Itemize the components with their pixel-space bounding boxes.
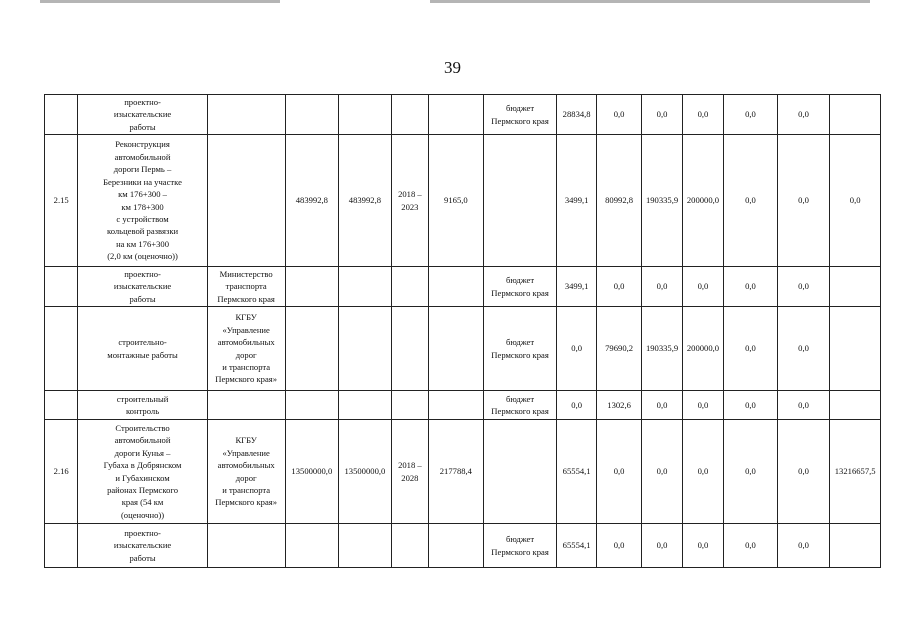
cell-name: проектно- изыскательские работы: [78, 267, 207, 307]
cell-y7: [830, 267, 881, 307]
cell-period: [391, 524, 428, 568]
cell-y1: 3499,1: [557, 267, 596, 307]
cell-y6: 0,0: [777, 307, 830, 391]
cell-y3: 0,0: [642, 391, 682, 420]
cell-source: бюджет Пермского края: [483, 95, 557, 135]
cell-total-cost: 13500000,0: [285, 420, 339, 524]
cell-y6: 0,0: [777, 267, 830, 307]
cell-y4: 200000,0: [682, 135, 723, 267]
cell-spent: [429, 391, 484, 420]
cell-y5: 0,0: [724, 524, 778, 568]
cell-y1: 0,0: [557, 391, 596, 420]
cell-y5: 0,0: [724, 95, 778, 135]
cell-y1: 3499,1: [557, 135, 596, 267]
table-row: [45, 307, 881, 391]
cell-name: проектно- изыскательские работы: [78, 524, 207, 568]
table-row: [45, 524, 881, 568]
cell-total-cost: [285, 524, 339, 568]
cell-spent: [429, 307, 484, 391]
cell-name: проектно- изыскательские работы: [78, 95, 207, 135]
cell-name: Строительство автомобильной дороги Кунья – Губаха в Добрянском и Губахинском районах Пермского края (54 км (оценочно)): [78, 420, 207, 524]
cell-y5: 0,0: [724, 307, 778, 391]
page-number: 39: [444, 58, 461, 77]
cell-source: [483, 420, 557, 524]
cell-period: 2018 – 2028: [391, 420, 428, 524]
cell-y2: 0,0: [596, 524, 641, 568]
cell-total-cost: [285, 95, 339, 135]
table-row: [45, 420, 881, 524]
cell-y5: 0,0: [724, 391, 778, 420]
cell-y3: 0,0: [642, 267, 682, 307]
cell-y7: [830, 391, 881, 420]
cell-executor: КГБУ «Управление автомобильных дорог и транспорта Пермского края»: [207, 420, 285, 524]
cell-y4: 0,0: [682, 95, 723, 135]
cell-executor: [207, 135, 285, 267]
cell-index: 2.15: [45, 135, 78, 267]
cell-executor: КГБУ «Управление автомобильных дорог и транспорта Пермского края»: [207, 307, 285, 391]
cell-y5: 0,0: [724, 420, 778, 524]
cell-y4: 200000,0: [682, 307, 723, 391]
cell-y3: 0,0: [642, 95, 682, 135]
table-row: [45, 135, 881, 267]
cell-y7: 13216657,5: [830, 420, 881, 524]
cell-y7: [830, 524, 881, 568]
cell-total-cost: 483992,8: [285, 135, 339, 267]
cell-index: [45, 267, 78, 307]
cell-executor: [207, 391, 285, 420]
cell-y4: 0,0: [682, 420, 723, 524]
cell-y6: 0,0: [777, 524, 830, 568]
cell-y1: 28834,8: [557, 95, 596, 135]
table-row: [45, 267, 881, 307]
cell-total-cost: [285, 267, 339, 307]
cell-index: [45, 95, 78, 135]
cell-period: [391, 307, 428, 391]
cell-source: бюджет Пермского края: [483, 524, 557, 568]
cell-y7: [830, 95, 881, 135]
cell-estimated-cost: [339, 307, 392, 391]
cell-total-cost: [285, 391, 339, 420]
cell-estimated-cost: 483992,8: [339, 135, 392, 267]
cell-y7: [830, 307, 881, 391]
cell-executor: [207, 95, 285, 135]
cell-y2: 0,0: [596, 267, 641, 307]
table-row: [45, 95, 881, 135]
cell-source: бюджет Пермского края: [483, 307, 557, 391]
cell-estimated-cost: [339, 524, 392, 568]
cell-spent: [429, 267, 484, 307]
scan-edge-left: [40, 0, 280, 3]
cell-estimated-cost: 13500000,0: [339, 420, 392, 524]
cell-spent: [429, 95, 484, 135]
cell-y1: 65554,1: [557, 420, 596, 524]
cell-executor: [207, 524, 285, 568]
cell-source: [483, 135, 557, 267]
cell-y4: 0,0: [682, 267, 723, 307]
cell-y2: 80992,8: [596, 135, 641, 267]
cell-source: бюджет Пермского края: [483, 391, 557, 420]
cell-source: бюджет Пермского края: [483, 267, 557, 307]
cell-spent: 217788,4: [429, 420, 484, 524]
cell-estimated-cost: [339, 267, 392, 307]
cell-y5: 0,0: [724, 135, 778, 267]
cell-y1: 65554,1: [557, 524, 596, 568]
program-table: [44, 94, 881, 568]
cell-y6: 0,0: [777, 391, 830, 420]
cell-y3: 190335,9: [642, 135, 682, 267]
cell-period: [391, 391, 428, 420]
cell-y6: 0,0: [777, 135, 830, 267]
cell-y1: 0,0: [557, 307, 596, 391]
cell-name: строительный контроль: [78, 391, 207, 420]
cell-y2: 79690,2: [596, 307, 641, 391]
scan-edge-right: [430, 0, 870, 3]
cell-y3: 0,0: [642, 524, 682, 568]
cell-name: строительно- монтажные работы: [78, 307, 207, 391]
cell-index: [45, 307, 78, 391]
cell-total-cost: [285, 307, 339, 391]
cell-index: [45, 391, 78, 420]
cell-y6: 0,0: [777, 420, 830, 524]
cell-period: 2018 – 2023: [391, 135, 428, 267]
cell-y3: 190335,9: [642, 307, 682, 391]
cell-y2: 0,0: [596, 95, 641, 135]
cell-y4: 0,0: [682, 524, 723, 568]
cell-index: 2.16: [45, 420, 78, 524]
cell-estimated-cost: [339, 95, 392, 135]
cell-y6: 0,0: [777, 95, 830, 135]
cell-y4: 0,0: [682, 391, 723, 420]
cell-y2: 1302,6: [596, 391, 641, 420]
cell-period: [391, 95, 428, 135]
cell-period: [391, 267, 428, 307]
cell-y3: 0,0: [642, 420, 682, 524]
cell-y2: 0,0: [596, 420, 641, 524]
table-row: [45, 391, 881, 420]
cell-y5: 0,0: [724, 267, 778, 307]
cell-spent: [429, 524, 484, 568]
cell-y7: 0,0: [830, 135, 881, 267]
cell-executor: Министерство транспорта Пермского края: [207, 267, 285, 307]
cell-spent: 9165,0: [429, 135, 484, 267]
cell-name: Реконструкция автомобильной дороги Пермь – Березники на участке км 176+300 – км 178+300 с устройством кольцевой развязки на км 176+300 (2,0 км (оценочно)): [78, 135, 207, 267]
cell-estimated-cost: [339, 391, 392, 420]
cell-index: [45, 524, 78, 568]
